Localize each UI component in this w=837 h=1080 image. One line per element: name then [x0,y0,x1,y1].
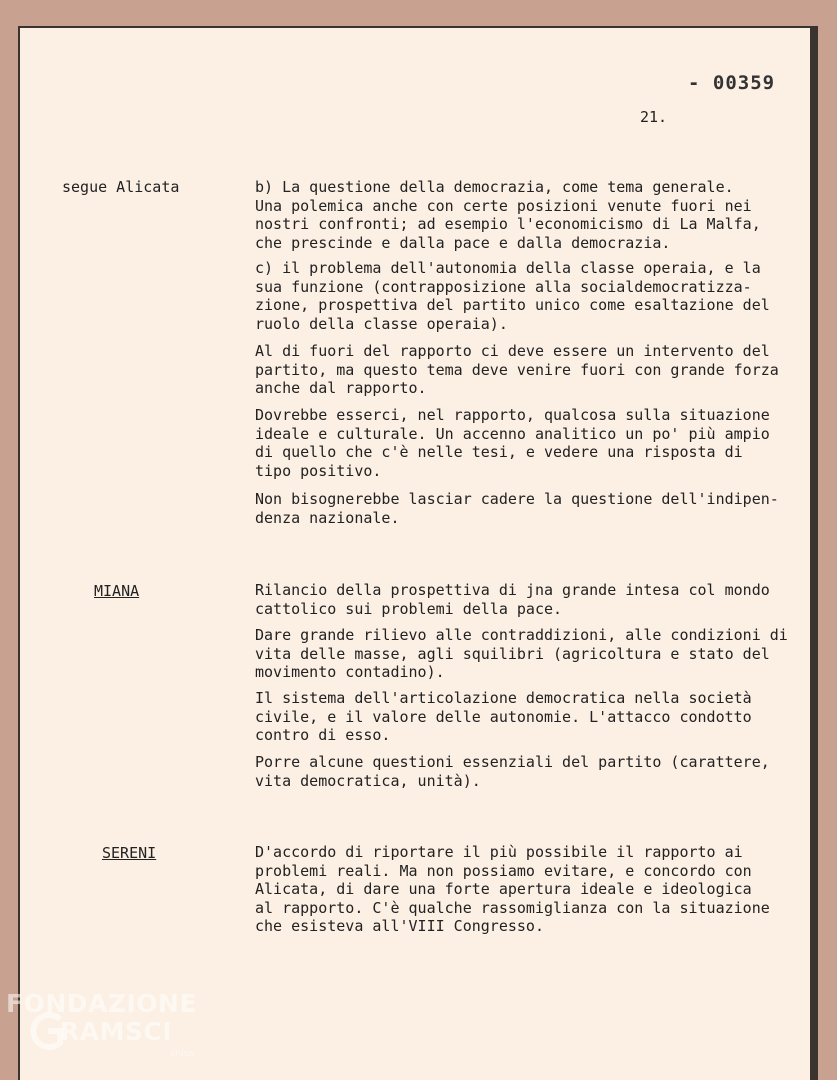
paragraph: Il sistema dell'articolazione democratica nella società civile, e il valore delle autonomie. L'attacco condotto contro di esso. [255,689,752,744]
paragraph: D'accordo di riportare il più possibile il rapporto ai problemi reali. Ma non possiamo evitare, e concordo con Alicata, di dare una forte apertura ideale e ideologica al rapporto. C'è qualche rassomiglianza con la situazione che esisteva all'VIII Congresso. [255,843,770,935]
archive-number: - 00359 [688,72,776,94]
speaker-miana: MIANA [94,582,140,600]
watermark-line3: onlus [170,1049,195,1059]
watermark-line2: RAMSCI [60,1017,173,1046]
fondazione-gramsci-watermark [0,985,220,1080]
paragraph: b) La questione della democrazia, come tema generale. Una polemica anche con certe posizioni venute fuori nei nostri confronti; ad esempio l'economicismo di La Malfa, che prescinde e dalla pace e dalla democrazia. [255,178,761,252]
watermark-g-logo [30,1011,64,1051]
paragraph: Porre alcune questioni essenziali del partito (carattere, vita democratica, unità). [255,753,770,790]
paragraph: Al di fuori del rapporto ci deve essere un intervento del partito, ma questo tema deve venire fuori con grande forza anche dal rapporto. [255,342,779,397]
paragraph: c) il problema dell'autonomia della classe operaia, e la sua funzione (contrapposizione alla socialdemocratizza- zione, prospettiva del partito unico come esaltazione del ruolo della classe operaia). [255,259,770,333]
watermark-line1: FONDAZIONE [6,989,198,1018]
paragraph: Dovrebbe esserci, nel rapporto, qualcosa sulla situazione ideale e culturale. Un accenno analitico un po' più ampio di quello che c'è nelle tesi, e vedere una risposta di tipo positivo. [255,406,770,480]
speaker-sereni: SERENI [102,844,157,862]
paragraph: Rilancio della prospettiva di jna grande intesa col mondo cattolico sui problemi della pace. [255,581,770,618]
document-page [20,28,810,1080]
speaker-alicata: segue Alicata [62,178,180,196]
paragraph: Dare grande rilievo alle contraddizioni, alle condizioni di vita delle masse, agli squilibri (agricoltura e stato del movimento contadino). [255,626,788,681]
paragraph: Non bisognerebbe lasciar cadere la questione dell'indipen- denza nazionale. [255,490,779,527]
page-number: 21. [640,108,668,126]
